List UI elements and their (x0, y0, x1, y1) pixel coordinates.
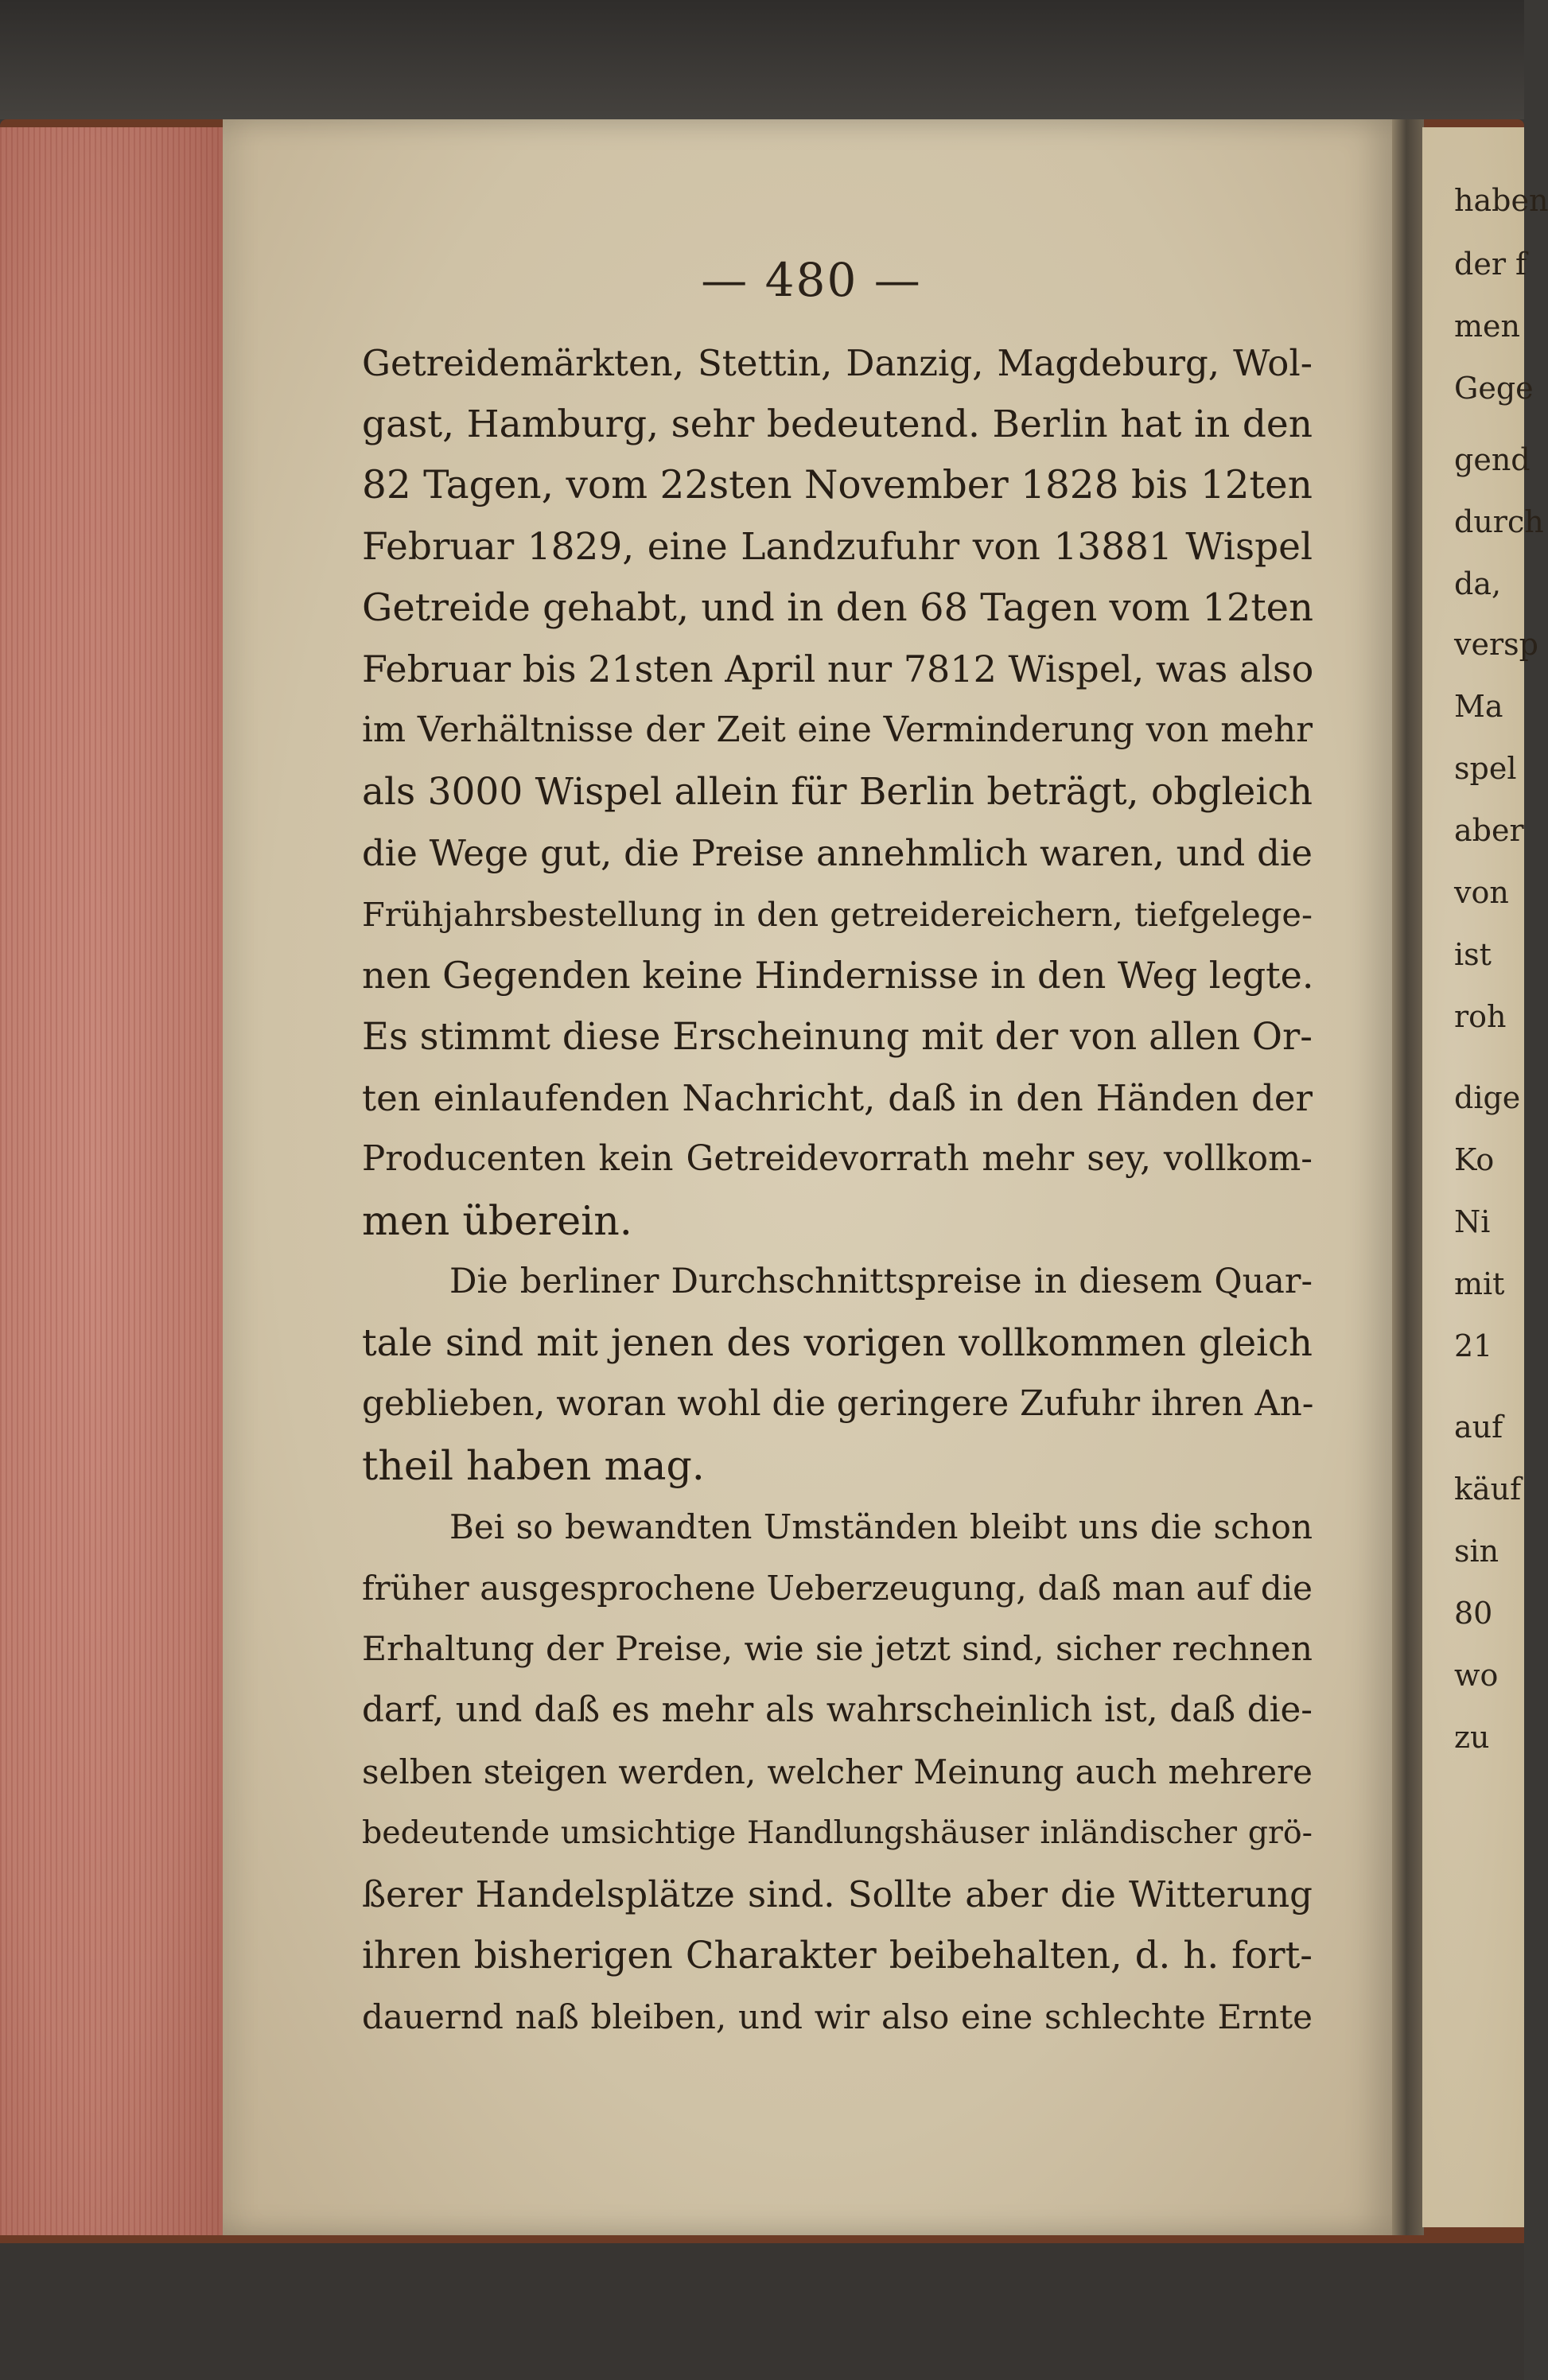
scan-background-bottom (0, 2243, 1524, 2380)
text-line: Bei so bewandten Umständen bleibt uns die schon (449, 1507, 1313, 1546)
text-line: tale sind mit jenen des vorigen vollkommen gleich (362, 1321, 1313, 1364)
text-line: 82 Tagen, vom 22sten November 1828 bis 12ten (362, 463, 1313, 508)
text-line: die Wege gut, die Preise annehmlich waren, und die (362, 832, 1313, 874)
facing-page-fragment: men (1454, 309, 1520, 344)
text-line: gast, Hamburg, sehr bedeutend. Berlin hat in den (362, 402, 1313, 446)
scan-background-top (0, 0, 1524, 119)
text-line: geblieben, woran wohl die geringere Zufuhr ihren An- (362, 1384, 1314, 1424)
page-edge-stack (0, 127, 231, 2235)
facing-page-fragment: aber (1454, 813, 1524, 848)
facing-page-fragment: haben (1454, 183, 1548, 218)
text-line: Getreide gehabt, und in den 68 Tagen vom 12ten (362, 585, 1313, 630)
text-line: Es stimmt diese Erscheinung mit der von allen Or- (362, 1015, 1313, 1058)
text-line: Erhaltung der Preise, wie sie jetzt sind, sicher rechnen (362, 1630, 1313, 1669)
facing-page-fragment: Ma (1454, 689, 1503, 724)
text-line: men überein. (362, 1197, 632, 1244)
facing-page-fragment: 80 (1454, 1596, 1493, 1631)
body-text (362, 332, 1313, 2048)
text-line: ihren bisherigen Charakter beibehalten, d. h. fort- (362, 1934, 1313, 1977)
text-line: Frühjahrsbestellung in den getreidereichern, tiefgelege- (362, 895, 1313, 934)
text-line: darf, und daß es mehr als wahrscheinlich ist, daß die- (362, 1690, 1313, 1730)
facing-page-fragment: spel (1454, 751, 1517, 786)
text-line: ten einlaufenden Nachricht, daß in den Händen der (362, 1077, 1313, 1119)
text-line: im Verhältnisse der Zeit eine Verminderung von mehr (362, 710, 1313, 750)
facing-page-fragment: käuf (1454, 1472, 1522, 1507)
facing-page-fragment: 21 (1454, 1328, 1493, 1363)
text-line: ßerer Handelsplätze sind. Sollte aber die Witterung (362, 1873, 1313, 1915)
facing-page-fragment: da, (1454, 566, 1502, 601)
facing-page-fragment: von (1454, 875, 1509, 910)
facing-page-fragment: dige (1454, 1080, 1521, 1115)
text-line: Februar bis 21sten April nur 7812 Wispel, was also (362, 648, 1314, 690)
facing-page-fragment: Gege (1454, 371, 1534, 406)
facing-page-fragment: auf (1454, 1410, 1503, 1445)
text-line: als 3000 Wispel allein für Berlin beträgt, obgleich (362, 770, 1313, 814)
facing-page-fragment: roh (1454, 999, 1507, 1034)
page-number: — 480 — (701, 253, 922, 307)
facing-page-fragment: ist (1454, 937, 1492, 972)
text-line: dauernd naß bleiben, und wir also eine schlechte Ernte (362, 1997, 1313, 2036)
facing-page-fragment: sin (1454, 1534, 1499, 1569)
text-line: Die berliner Durchschnittspreise in diesem Quar- (449, 1262, 1313, 1301)
text-line: früher ausgesprochene Ueberzeugung, daß man auf die (362, 1569, 1313, 1608)
text-line: Getreidemärkten, Stettin, Danzig, Magdeburg, Wol- (362, 342, 1313, 384)
facing-page-fragment: gend (1454, 442, 1530, 477)
text-line: selben steigen werden, welcher Meinung auch mehrere (362, 1752, 1313, 1791)
book-gutter (1392, 119, 1424, 2235)
facing-page-fragment: Ko (1454, 1142, 1495, 1177)
facing-page-fragment: durch (1454, 504, 1544, 539)
facing-page-fragment: wo (1454, 1658, 1499, 1693)
facing-page-fragment: der f (1454, 247, 1527, 282)
facing-page-fragment: versp (1454, 627, 1538, 662)
facing-page-fragment: zu (1454, 1720, 1490, 1755)
facing-page (1422, 127, 1548, 2227)
text-line: theil haben mag. (362, 1442, 705, 1489)
text-line: Februar 1829, eine Landzufuhr von 13881 Wispel (362, 525, 1313, 569)
text-line: bedeutende umsichtige Handlungshäuser inländischer grö- (362, 1814, 1313, 1851)
text-line: Producenten kein Getreidevorrath mehr sey, vollkom- (362, 1139, 1313, 1179)
facing-page-fragment: Ni (1454, 1204, 1491, 1239)
facing-page-fragment: mit (1454, 1266, 1505, 1301)
text-line: nen Gegenden keine Hindernisse in den Weg legte. (362, 954, 1314, 997)
